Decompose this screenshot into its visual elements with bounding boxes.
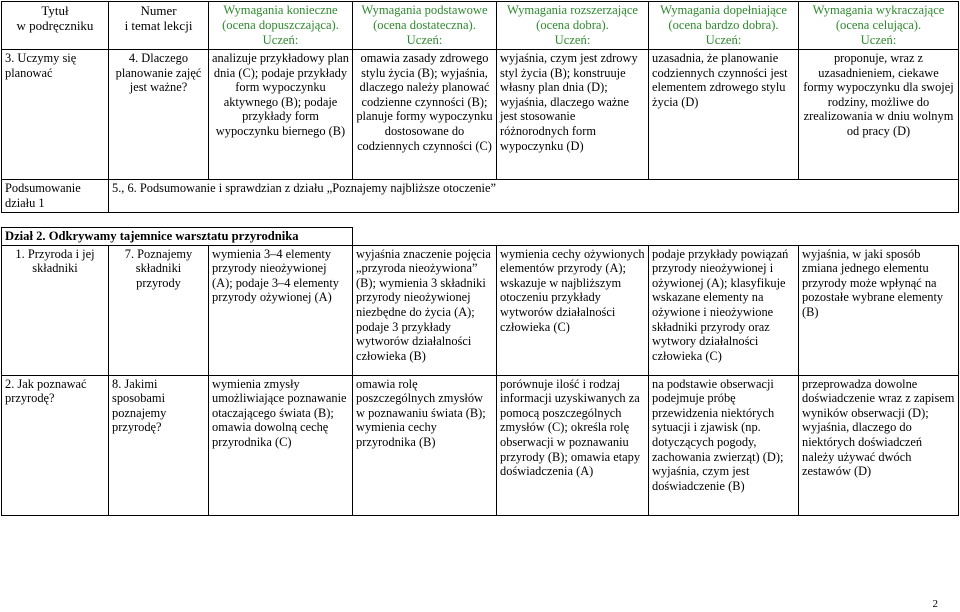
cell-wykraczajace: przeprowadza dowolne doświadczenie wraz z zapisem wyników obserwacji (D); wyjaśnia, dlaczego do niektórych doświadczeń należy używać dwóch zestawów (D) — [799, 375, 959, 515]
cell-konieczne: wymienia 3–4 elementy przyrody nieożywionej (A); podaje 3–4 elementy przyrody ożywionej (A) — [209, 245, 353, 375]
header-konieczne — [209, 2, 353, 50]
row-lesson: 4. Dlaczego planowanie zajęć jest ważne? — [109, 50, 209, 180]
header-rozszerzajace — [497, 2, 649, 50]
page-number: 2 — [932, 598, 938, 610]
header-dopelniajace-line1: Wymagania dopełniające — [660, 3, 787, 17]
header-title-line1: Tytuł — [41, 3, 69, 18]
spacer — [1, 213, 958, 227]
header-title — [2, 2, 109, 50]
header-konieczne-line3: Uczeń: — [262, 33, 299, 47]
header-wykraczajace-line2: (ocena celująca). — [835, 18, 922, 32]
header-podstawowe-line1: Wymagania podstawowe — [361, 3, 488, 17]
section-heading: Dział 2. Odkrywamy tajemnice warsztatu przyrodnika — [2, 228, 353, 246]
header-row — [2, 2, 959, 50]
cell-rozszerzajace: porównuje ilość i rodzaj informacji uzyskiwanych za pomocą poszczególnych zmysłów (C); określa rolę obserwacji w poznawaniu przyrody (B); omawia etapy doświadczenia (A) — [497, 375, 649, 515]
header-wykraczajace-line1: Wymagania wykraczające — [812, 3, 945, 17]
curriculum-table-page — [1, 1, 958, 516]
table-row — [2, 375, 959, 515]
cell-wykraczajace: proponuje, wraz z uzasadnieniem, ciekawe formy wypoczynku dla swojej rodziny, możliwe do zrealizowania w dniu wolnym od pracy (D) — [799, 50, 959, 180]
cell-podstawowe: omawia rolę poszczególnych zmysłów w poznawaniu świata (B); wymienia cechy przyrodnika (B) — [353, 375, 497, 515]
header-title-line2: w podręczniku — [16, 18, 94, 33]
header-konieczne-line2: (ocena dopuszczająca). — [222, 18, 339, 32]
row-title: 2. Jak poznawać przyrodę? — [2, 375, 109, 515]
header-dopelniajace — [649, 2, 799, 50]
row-lesson: 7. Poznajemy składniki przyrody — [109, 245, 209, 375]
header-rozszerzajace-line1: Wymagania rozszerzające — [506, 3, 639, 17]
section-row — [2, 228, 959, 246]
cell-podstawowe: omawia zasady zdrowego stylu życia (B); wyjaśnia, dlaczego należy planować codzienne czynności (B); planuje formy wypoczynku dostosowane do codziennych czynności (C) — [353, 50, 497, 180]
summary-row — [2, 180, 959, 213]
header-podstawowe-line3: Uczeń: — [406, 33, 443, 47]
header-wykraczajace-line3: Uczeń: — [860, 33, 897, 47]
header-lesson-line2: i temat lekcji — [124, 18, 193, 33]
row-title: 3. Uczymy się planować — [2, 50, 109, 180]
cell-rozszerzajace: wymienia cechy ożywionych elementów przyrody (A); wskazuje w najbliższym otoczeniu przykłady wytworów działalności człowieka (C) — [497, 245, 649, 375]
requirements-table-section2 — [1, 227, 959, 516]
table-row — [2, 50, 959, 180]
header-lesson-line1: Numer — [140, 3, 177, 18]
header-rozszerzajace-line3: Uczeń: — [554, 33, 591, 47]
header-podstawowe — [353, 2, 497, 50]
header-konieczne-line1: Wymagania konieczne — [223, 3, 338, 17]
summary-text: 5., 6. Podsumowanie i sprawdzian z działu „Poznajemy najbliższe otoczenie” — [109, 180, 959, 213]
cell-wykraczajace: wyjaśnia, w jaki sposób zmiana jednego elementu przyrody może wpłynąć na pozostałe wybrane elementy (B) — [799, 245, 959, 375]
requirements-table — [1, 1, 959, 213]
cell-konieczne: analizuje przykładowy plan dnia (C); podaje przykłady form wypoczynku aktywnego (B); podaje przykłady form wypoczynku biernego (B) — [209, 50, 353, 180]
cell-dopelniajace: na podstawie obserwacji podejmuje próbę przewidzenia niektórych sytuacji i zjawisk (np. dotyczących pogody, zachowania zwierząt) (D); wyjaśnia, czym jest doświadczenie (B) — [649, 375, 799, 515]
summary-title: Podsumowanie działu 1 — [2, 180, 109, 213]
header-lesson — [109, 2, 209, 50]
cell-rozszerzajace: wyjaśnia, czym jest zdrowy styl życia (B); konstruuje własny plan dnia (D); wyjaśnia, dlaczego ważne jest stosowanie różnorodnych form wypoczynku (D) — [497, 50, 649, 180]
header-dopelniajace-line3: Uczeń: — [705, 33, 742, 47]
header-dopelniajace-line2: (ocena bardzo dobra). — [668, 18, 779, 32]
row-title: 1. Przyroda i jej składniki — [2, 245, 109, 375]
header-wykraczajace — [799, 2, 959, 50]
cell-konieczne: wymienia zmysły umożliwiające poznawanie otaczającego świata (B); omawia dowolną cechę przyrodnika (C) — [209, 375, 353, 515]
table-row — [2, 245, 959, 375]
header-rozszerzajace-line2: (ocena dobra). — [536, 18, 609, 32]
header-podstawowe-line2: (ocena dostateczna). — [373, 18, 476, 32]
cell-dopelniajace: podaje przykłady powiązań przyrody nieożywionej i ożywionej (A); klasyfikuje wskazane elementy na ożywione i nieożywione składniki przyrody oraz wytwory działalności człowieka (C) — [649, 245, 799, 375]
cell-podstawowe: wyjaśnia znaczenie pojęcia „przyroda nieożywiona” (B); wymienia 3 składniki przyrody nieożywionej niezbędne do życia (A); podaje 3 przykłady wytworów działalności człowieka (B) — [353, 245, 497, 375]
cell-dopelniajace: uzasadnia, że planowanie codziennych czynności jest elementem zdrowego stylu życia (D) — [649, 50, 799, 180]
row-lesson: 8. Jakimi sposobami poznajemy przyrodę? — [109, 375, 209, 515]
